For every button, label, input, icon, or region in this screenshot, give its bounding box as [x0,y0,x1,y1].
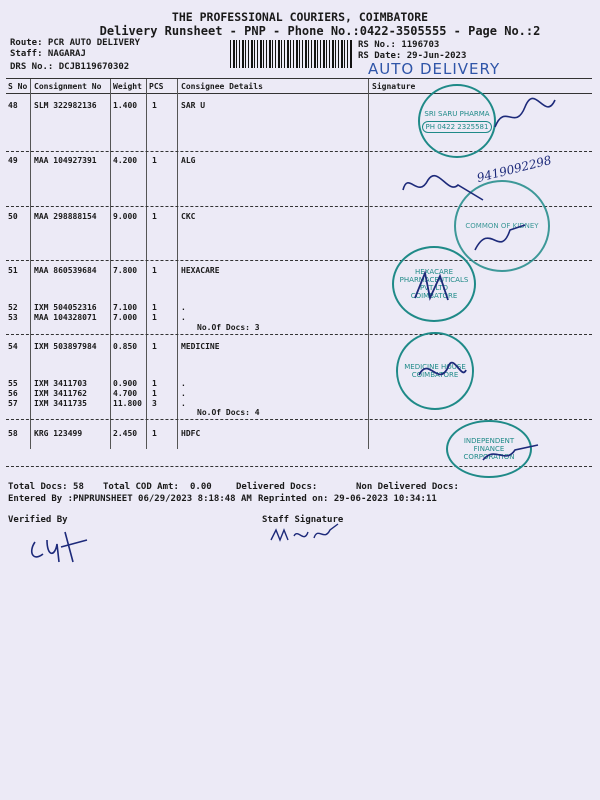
group-doc-count: No.Of Docs: 3 [197,323,260,332]
pcs: 1 [152,389,157,398]
consignment-no: IXM 3411762 [34,389,87,398]
weight: 4.200 [113,156,138,165]
barcode [230,40,352,68]
col-signature: Signature [372,82,416,91]
non-delivered-docs: Non Delivered Docs: [356,482,459,492]
pcs: 3 [152,399,157,408]
rs-number: RS No.: 1196703 [358,40,440,50]
stamp-city: COIMBATORE [410,292,458,300]
group-doc-count: No.Of Docs: 4 [197,408,260,417]
consignment-no: MAA 104328071 [34,313,97,322]
consignment-no: KRG 123499 [34,429,83,438]
pcs: 1 [152,379,157,388]
weight: 7.000 [113,313,138,322]
sno: 55 [8,379,18,388]
weight: 1.400 [113,101,138,110]
consignee: SAR U [181,101,206,110]
sno: 53 [8,313,18,322]
sno: 49 [8,156,18,165]
consignee: HEXACARE [181,266,220,275]
col-divider [368,79,369,449]
sno: 56 [8,389,18,398]
entered-by: Entered By :PNPRUNSHEET 06/29/2023 8:18:48 AM [8,494,252,504]
col-consignment: Consignment No [34,82,102,91]
consignment-no: IXM 504052316 [34,303,97,312]
consignment-no: IXM 3411703 [34,379,87,388]
col-sno: S No [8,82,28,91]
signature-mark [480,440,540,470]
weight: 7.100 [113,303,138,312]
consignment-no: IXM 503897984 [34,342,97,351]
pcs: 1 [152,156,157,165]
sno: 54 [8,342,18,351]
col-divider [146,79,147,449]
sno: 51 [8,266,18,275]
weight: 7.800 [113,266,138,275]
pcs: 1 [152,429,157,438]
col-pcs: PCS [149,82,164,91]
consignee: MEDICINE [181,342,220,351]
route-text: Route: PCR AUTO DELIVERY [10,38,141,48]
company-name: THE PROFESSIONAL COURIERS, COIMBATORE [171,10,429,24]
staff-text: Staff: NAGARAJ [10,49,86,59]
row-separator [6,151,592,152]
reprinted-on: Reprinted on: 29-06-2023 10:34:11 [258,494,437,504]
col-divider [30,79,31,449]
signature-mark [410,268,455,308]
consignee: HDFC [181,429,201,438]
pcs: 1 [152,303,157,312]
consignee: . [181,379,186,388]
consignment-no: SLM 322982136 [34,101,97,110]
sno: 52 [8,303,18,312]
pcs: 1 [152,101,157,110]
consignment-no: MAA 298888154 [34,212,97,221]
verified-signature [25,522,95,567]
col-divider [110,79,111,449]
stamp-name: COMMON OF KIDNEY [465,222,539,230]
staff-signature [268,518,348,548]
rs-date: RS Date: 29-Jun-2023 [358,51,467,61]
stamp-name: HEXACARE PHARMACEUTICALS PVT LTD [399,268,469,292]
signature-mark [470,215,530,260]
pcs: 1 [152,342,157,351]
stamp-name: MEDICINE HOUSE [404,363,466,371]
pcs: 1 [152,313,157,322]
sno: 48 [8,101,18,110]
weight: 4.700 [113,389,138,398]
sri-saru-pharma-stamp [418,84,496,158]
consignment-no: IXM 3411735 [34,399,87,408]
consignment-no: MAA 104927391 [34,156,97,165]
signature-mark [490,92,560,142]
sno: 50 [8,212,18,221]
weight: 9.000 [113,212,138,221]
phone-note: 9419092298 [475,152,553,186]
total-docs: Total Docs: 58 [8,482,84,492]
total-cod-value: 0.00 [190,482,212,492]
sno: 58 [8,429,18,438]
stamp-phone: PH 0422 2325581 [422,121,493,133]
verified-by-label: Verified By [8,515,68,525]
signature-mark [414,350,469,395]
consignee: . [181,313,186,322]
delivered-docs: Delivered Docs: [236,482,318,492]
weight: 0.850 [113,342,138,351]
pcs: 1 [152,212,157,221]
stamp-name: INDEPENDENT FINANCE CORPORATION [463,437,515,461]
consignee: . [181,399,186,408]
consignee: . [181,303,186,312]
total-cod-label: Total COD Amt: [103,482,179,492]
drs-number: DRS No.: DCJB119670302 [10,62,130,72]
sno: 57 [8,399,18,408]
stamp-name: SRI SARU PHARMA [424,109,490,118]
signature-mark [398,160,488,210]
pcs: 1 [152,266,157,275]
stamp-city: COIMBATORE [411,371,459,379]
auto-delivery-stamp: AUTO DELIVERY [368,60,501,78]
runsheet-title: Delivery Runsheet - PNP - Phone No.:0422-3505555 - Page No.:2 [99,24,541,38]
weight: 11.800 [113,399,142,408]
consignment-no: MAA 860539684 [34,266,97,275]
col-divider [177,79,178,449]
col-consignee: Consignee Details [181,82,263,91]
table-top-rule [6,78,592,79]
weight: 2.450 [113,429,138,438]
row-separator [6,334,592,335]
staff-signature-label: Staff Signature [262,515,344,525]
consignee: CKC [181,212,196,221]
col-weight: Weight [113,82,142,91]
weight: 0.900 [113,379,138,388]
consignee: ALG [181,156,196,165]
row-separator [6,419,592,420]
consignee: . [181,389,186,398]
